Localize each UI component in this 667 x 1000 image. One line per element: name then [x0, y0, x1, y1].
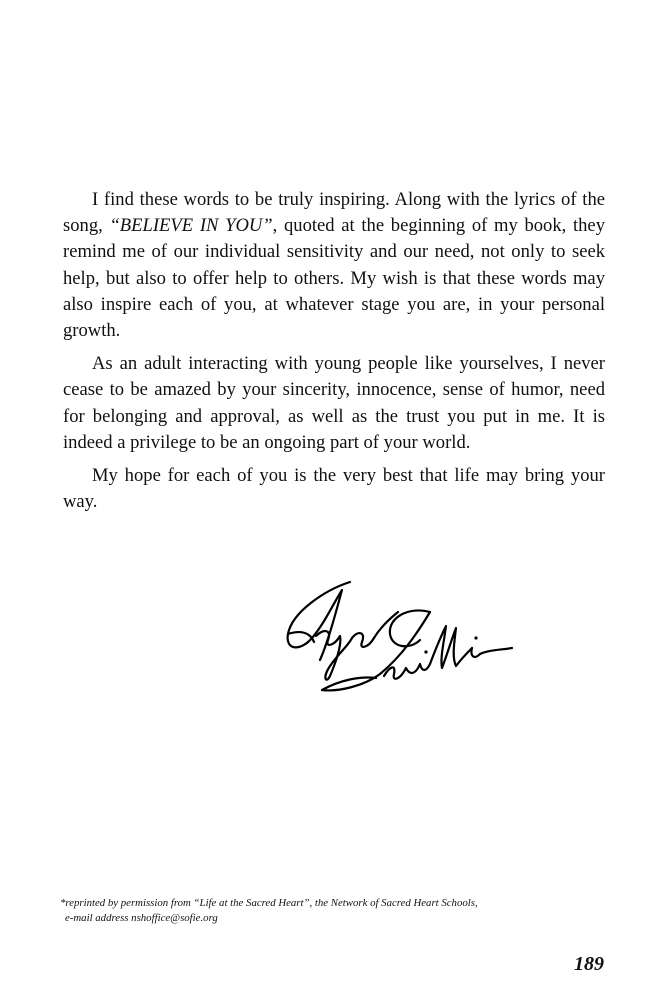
handwritten-signature — [280, 572, 520, 707]
paragraph-3: My hope for each of you is the very best that life may bring your way. — [63, 465, 605, 513]
paragraph-1-end: , quoted at the beginning of my book, they remind me of our individual sensitivity and our need, not only to seek help, but also to offer help to others. My wish is that these words may also inspire each of you, at whatever stage you are, in your personal growth. — [63, 215, 605, 342]
main-text — [63, 187, 605, 522]
paragraph-1 — [63, 187, 605, 344]
footnote — [60, 896, 580, 926]
paragraph-2: As an adult interacting with young people like yourselves, I never cease to be amazed by your sincerity, innocence, sense of humor, need for belonging and approval, as well as the trust you put in me. It is indeed a privilege to be an ongoing part of your world. — [63, 353, 605, 453]
footnote-line-1: *reprinted by permission from “Life at the Sacred Heart”, the Network of Sacred Heart Schools, — [60, 897, 478, 909]
song-title: “BELIEVE IN YOU” — [109, 215, 273, 237]
page-number: 189 — [574, 953, 604, 975]
paragraph-1-start: I find these words to be truly inspiring. Along with the lyrics of the song, — [63, 189, 605, 237]
footnote-line-2: e-mail address nshoffice@sofie.org — [65, 912, 218, 924]
